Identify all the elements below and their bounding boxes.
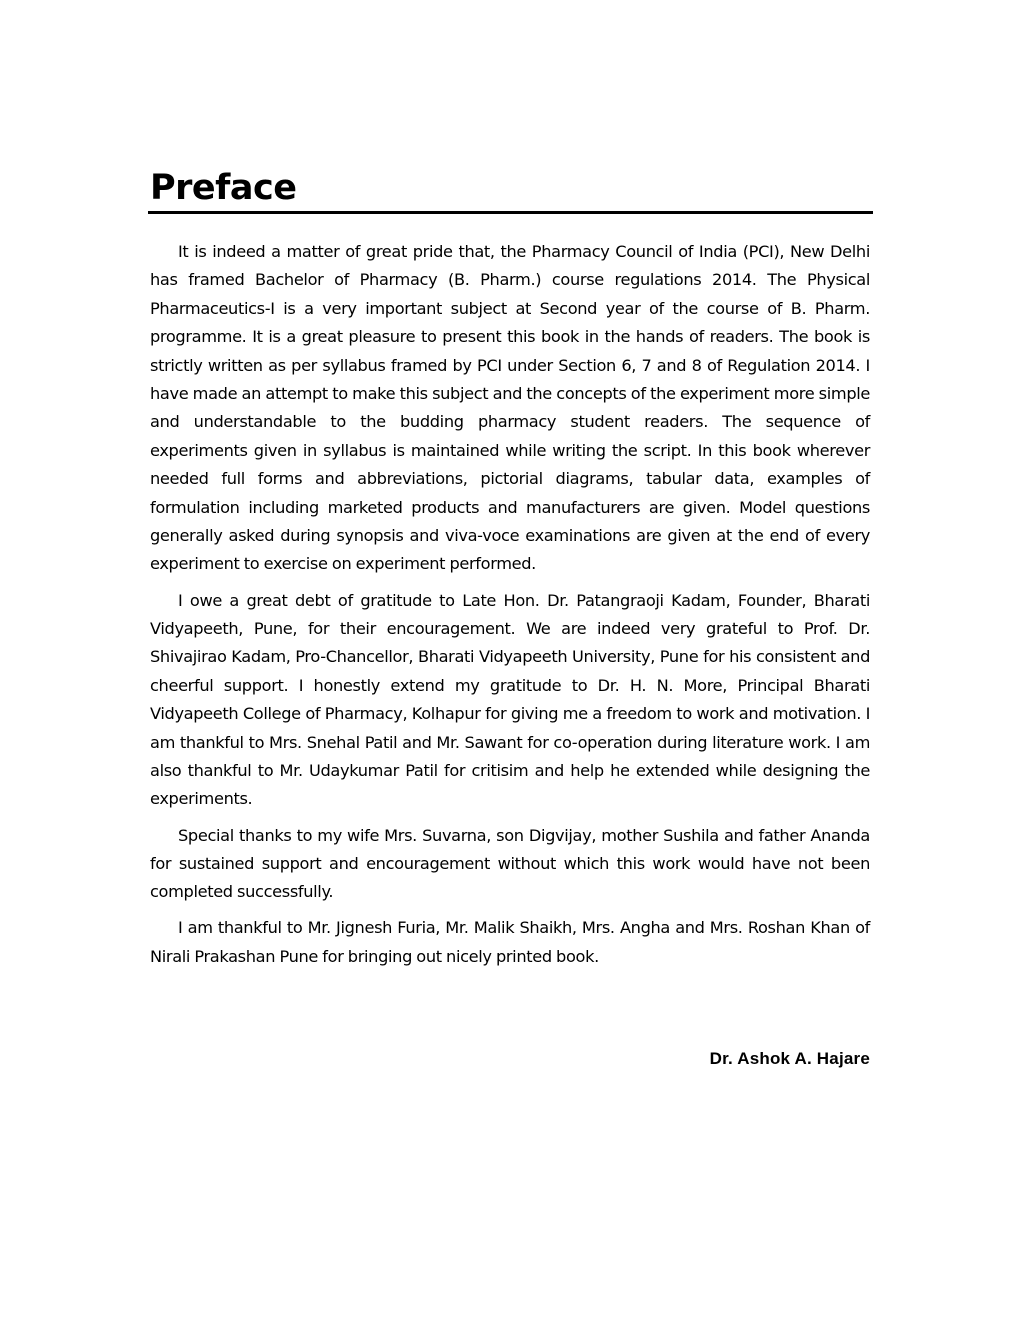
paragraph-introduction: It is indeed a matter of great pride that, the Pharmacy Council of India (PCI), New Delhi has framed Bachelor of Pharmacy (B. Pharm.) course regulations 2014. The Physical Pharmaceutics-I is a very important subject at Second year of the course of B. Pharm. programme. It is a great pleasure to present this book in the hands of readers. The book is strictly written as per syllabus framed by PCI under Section 6, 7 and 8 of Regulation 2014. I have made an attempt to make this subject and the concepts of the experiment more simple and understandable to the budding pharmacy student readers. The sequence of experiments given in syllabus is maintained while writing the script. In this book wherever needed full forms and abbreviations, pictorial diagrams, tabular data, examples of formulation including marketed products and manufacturers are given. Model questions generally asked during synopsis and viva-voce examinations are given at the end of every experiment to exercise on experiment performed.	[150, 242, 870, 574]
paragraph-family-thanks: Special thanks to my wife Mrs. Suvarna, son Digvijay, mother Sushila and father Ananda for sustained support and encouragement without which this work would have not been completed successfully.	[150, 825, 870, 902]
paragraph-gratitude: I owe a great debt of gratitude to Late Hon. Dr. Patangraoji Kadam, Founder, Bharati Vidyapeeth, Pune, for their encouragement. We are indeed very grateful to Prof. Dr. Shivajirao Kadam, Pro-Chancellor, Bharati Vidyapeeth University, Pune for his consistent and cheerful support. I honestly extend my gratitude to Dr. H. N. More, Principal Bharati Vidyapeeth College of Pharmacy, Kolhapur for giving me a freedom to work and motivation. I am thankful to Mrs. Snehal Patil and Mr. Sawant for co-operation during literature work. I am also thankful to Mr. Udaykumar Patil for critisim and help he extended while designing the experiments.	[150, 590, 870, 809]
paragraph-publisher-thanks: I am thankful to Mr. Jignesh Furia, Mr. Malik Shaikh, Mrs. Angha and Mrs. Roshan Khan of Nirali Prakashan Pune for bringing out nicely printed book.	[150, 918, 870, 966]
title-underline	[148, 211, 873, 214]
author-signature: Dr. Ashok A. Hajare	[709, 1049, 870, 1068]
preface-body	[150, 238, 870, 979]
page-title: Preface	[150, 168, 297, 208]
